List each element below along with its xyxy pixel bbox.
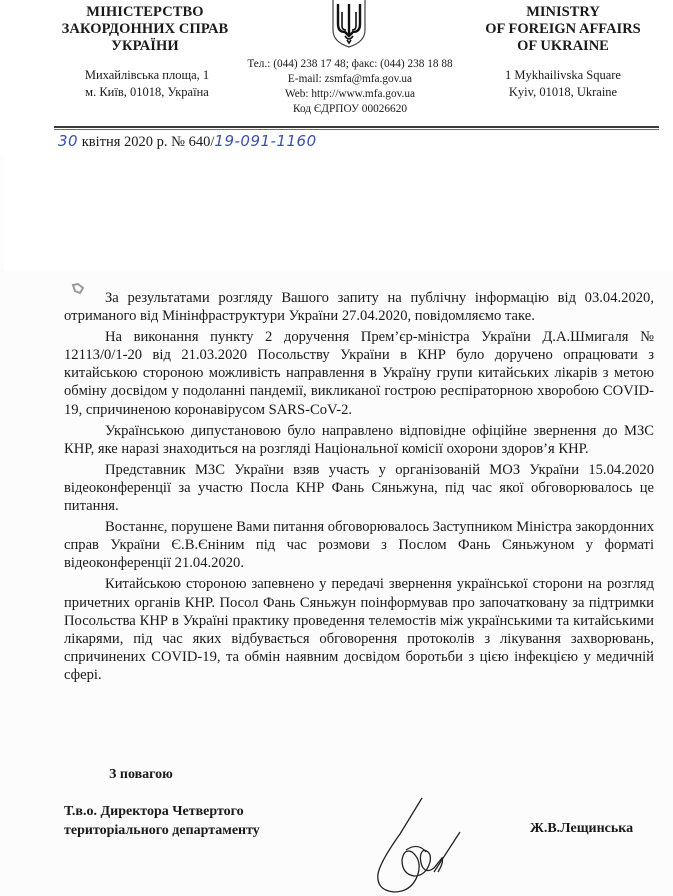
closing-salutation: З повагою: [109, 767, 173, 782]
address-uk-line: Михайлівська площа, 1: [84, 68, 210, 82]
letter-body: [64, 289, 654, 687]
signer-title-line: Т.в.о. Директора Четвертого: [64, 804, 244, 819]
signer-title: [64, 802, 260, 840]
reference-line: [58, 131, 317, 152]
signer-title-line: територіального департаменту: [64, 823, 260, 838]
body-paragraph: За результатами розгляду Вашого запиту на публічну інформацію від 03.04.2020, отриманого від Мінінфраструктури України 27.04.2020, повідомляємо таке.: [64, 290, 654, 325]
reference-day-handwritten: 30: [58, 132, 79, 150]
body-paragraph: Востаннє, порушене Вами питання обговорювалось Заступником Міністра закордонних справ України Є.В.Єніним під час розмови з Послом Фань Сяньжуном у форматі відеоконференції 21.04.2020.: [64, 519, 654, 572]
contact-edrpou-code: Код ЄДРПОУ 00026620: [292, 103, 407, 115]
contact-email: E-mail: zsmfa@mfa.gov.ua: [287, 73, 413, 85]
address-en-line: Kyiv, 01018, Ukraine: [508, 85, 618, 99]
blank-space: [4, 156, 673, 271]
body-paragraph: Українською дипустановою було направлено відповідне офіційне звернення до МЗС КНР, яке наразі знаходиться на розгляді Національної комісії охорони здоров’я КНР.: [64, 422, 654, 457]
ministry-title-en-line: OF FOREIGN AFFAIRS: [485, 21, 641, 37]
contact-phone-fax: Тел.: (044) 238 17 48; факс: (044) 238 18 88: [247, 58, 453, 70]
contacts-block: [228, 57, 472, 117]
ministry-title-uk-line: МІНІСТЕРСТВО: [86, 4, 204, 20]
contact-web: Web: http://www.mfa.gov.ua: [284, 88, 416, 100]
ministry-title-en-line: MINISTRY: [526, 4, 600, 20]
body-paragraph: На виконання пункту 2 доручення Прем’єр-міністра України Д.А.Шмигаля № 12113/0/1-20 від 21.03.2020 Посольству України в КНР було доручено опрацювати з китайською стороною можливість направлення в Україну групи китайських лікарів з метою обміну досвідом у подоланні пандемії, викликаної гострою респіраторною хворобою COVID-19, спричиненою коронавірусом SARS-CoV-2.: [64, 329, 654, 418]
header-divider-line: [54, 129, 659, 130]
ministry-title-en: [468, 4, 658, 55]
ministry-title-uk-line: ЗАКОРДОННИХ СПРАВ: [61, 21, 229, 37]
address-uk: [62, 67, 232, 101]
ministry-title-uk: [50, 4, 240, 55]
header-divider-line: [54, 126, 659, 128]
reference-printed: квітня 2020 р. № 640/: [78, 134, 215, 150]
address-en: [478, 67, 648, 101]
address-uk-line: м. Київ, 01018, Україна: [85, 85, 209, 99]
trident-coat-of-arms-icon: [330, 0, 368, 48]
signer-name: Ж.В.Лещинська: [530, 821, 634, 836]
reference-number-handwritten: 19-091-1160: [214, 132, 317, 150]
ministry-title-en-line: OF UKRAINE: [517, 38, 609, 54]
body-paragraph: Китайською стороною запевнено у передачі звернення української сторони на розгляд причетних органів КНР. Посол Фань Сяньжун поінформував про започатковану за підтримки Посольства КНР в Україні практику проведення телемостів між українськими та китайськими лікарями, під час яких відбувається обговорення протоколів з лікування захворювань, спричинених COVID-19, та обмін наявним досвідом боротьби з цією інфекцією у медичній сфері.: [64, 576, 654, 683]
body-paragraph: Представник МЗС України взяв участь у організованій МОЗ України 15.04.2020 відеоконференції за участю Посла КНР Фань Сяньжуна, під час якої обговорювалось це питання.: [64, 461, 654, 515]
ministry-title-uk-line: УКРАЇНИ: [111, 38, 179, 54]
address-en-line: 1 Mykhailivska Square: [505, 68, 621, 82]
handwritten-signature-icon: [360, 792, 480, 896]
